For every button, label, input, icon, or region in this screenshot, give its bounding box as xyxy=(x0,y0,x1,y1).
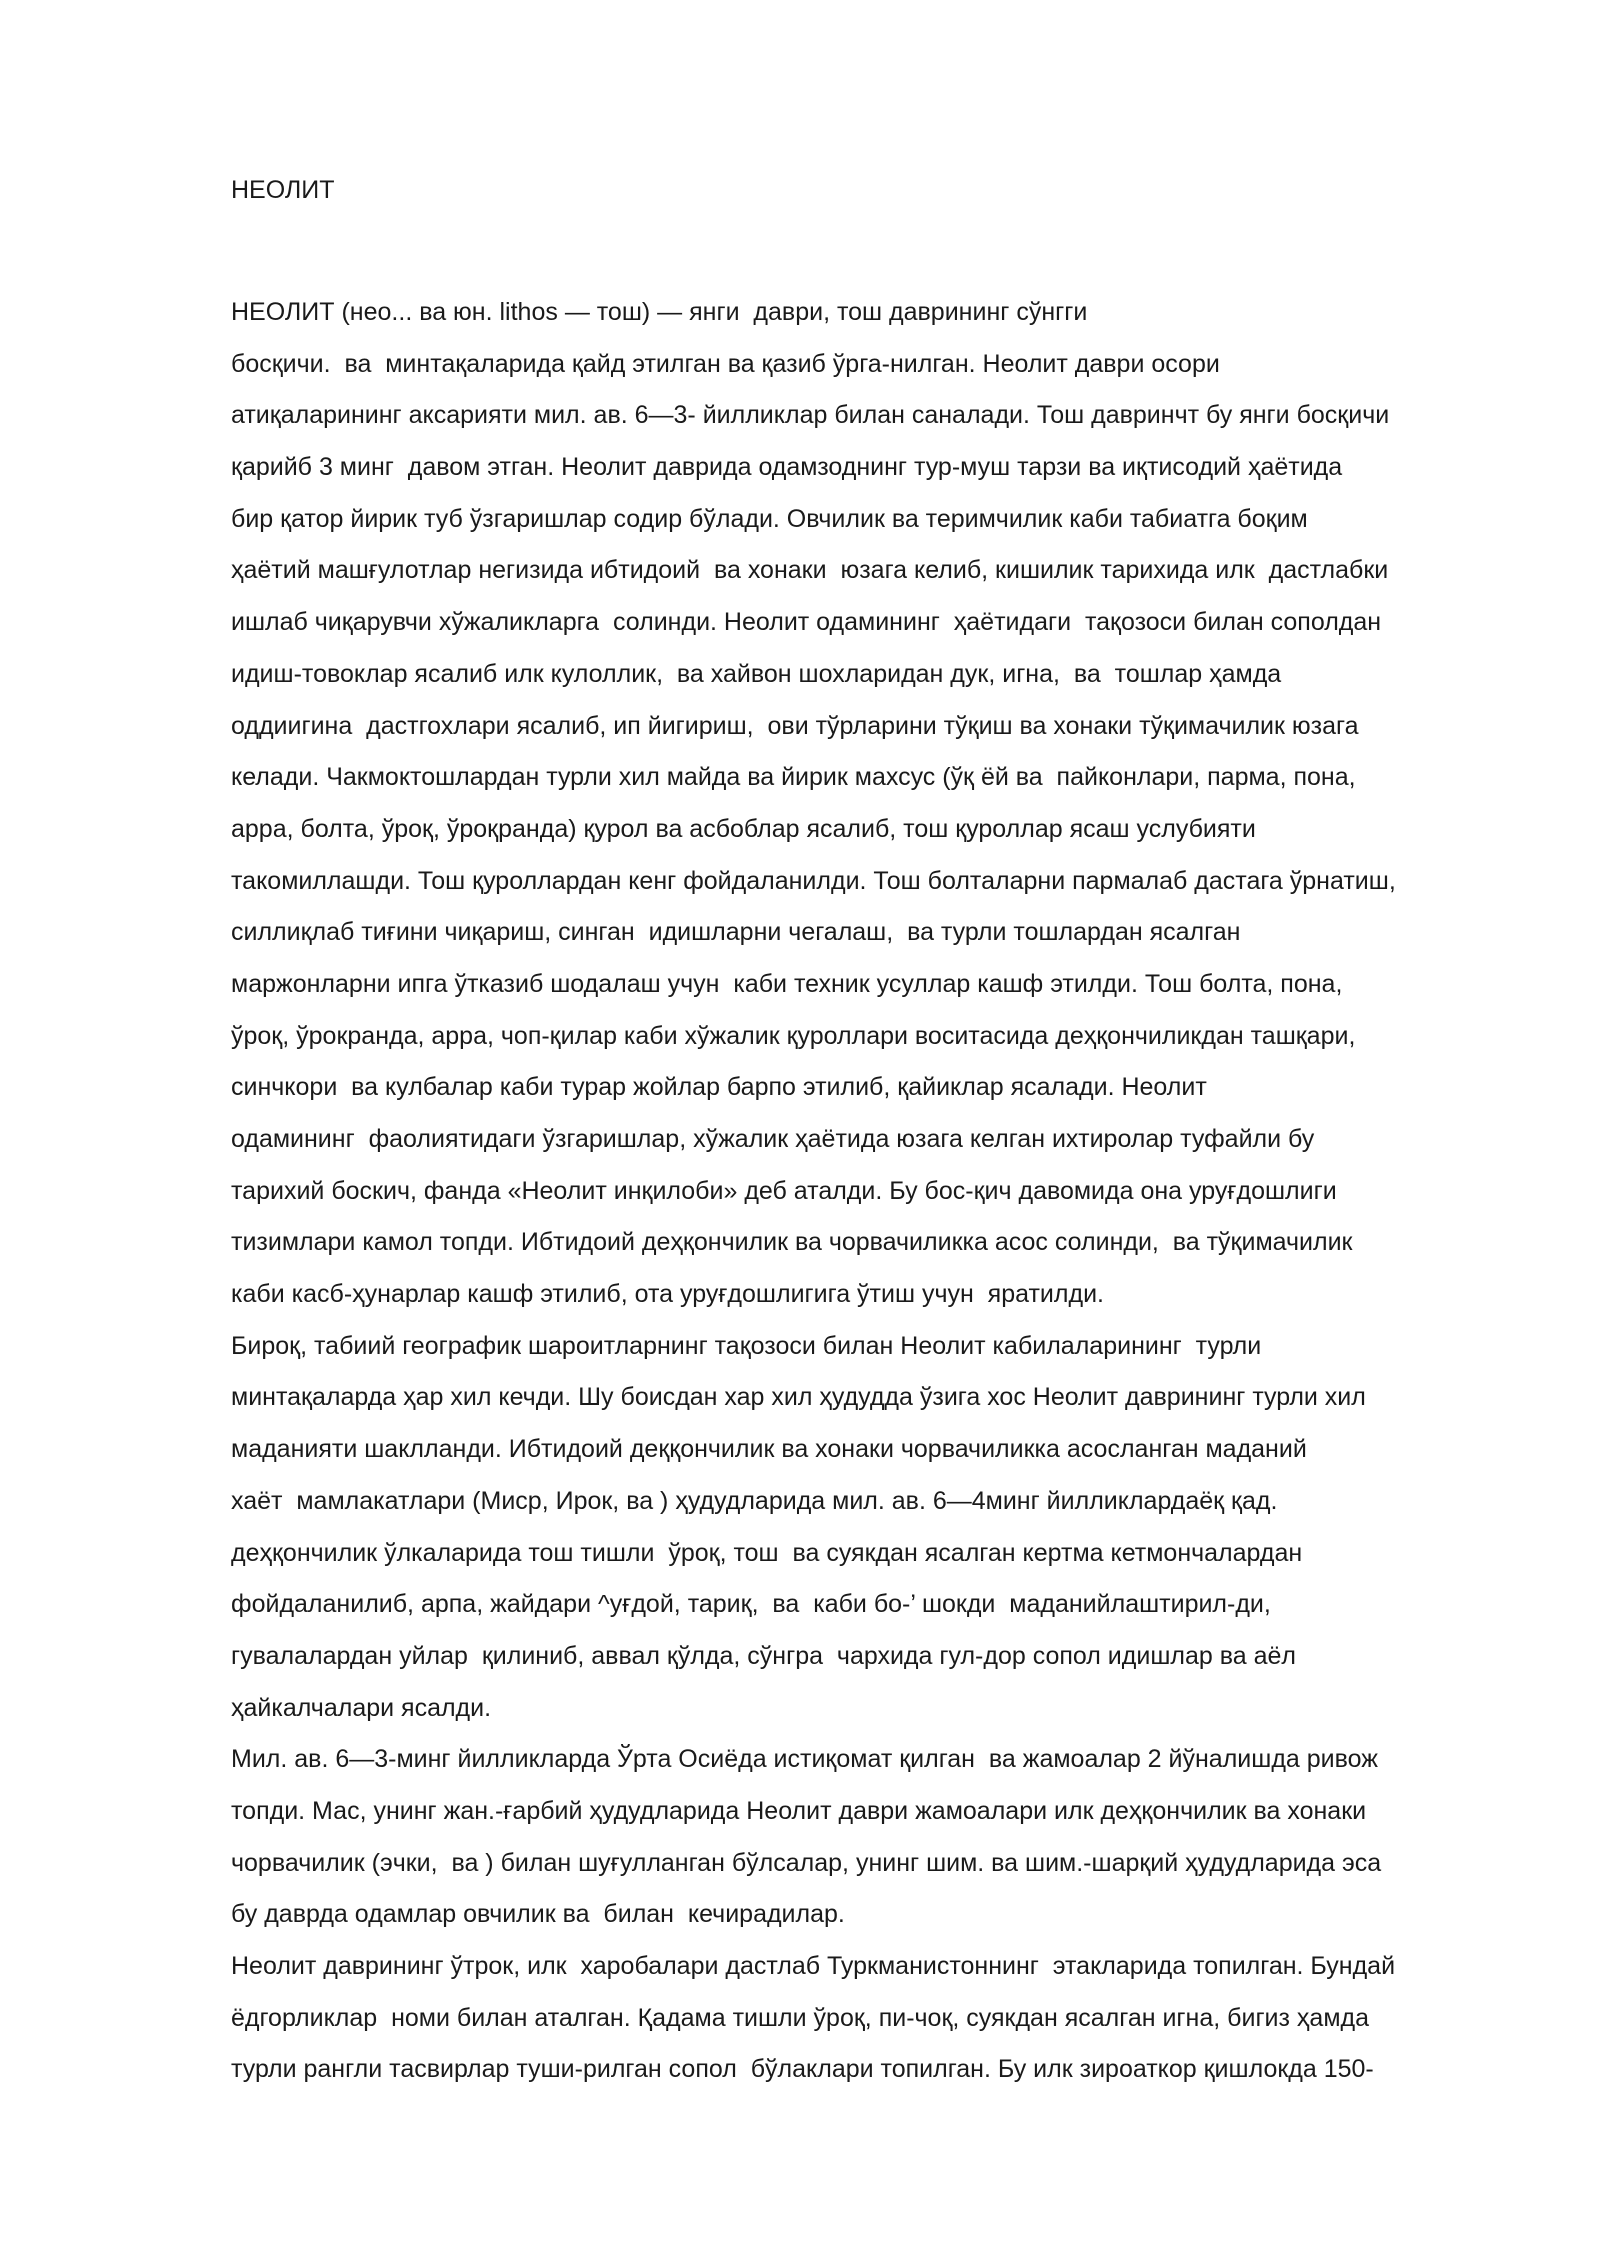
text-line: идиш-товоклар ясалиб илк кулоллик, ва хайвон шохларидан дук, игна, ва тошлар ҳамда xyxy=(231,659,1282,688)
text-line: Бироқ, табиий географик шароитларнинг тақозоси билан Неолит кабилаларининг турли xyxy=(231,1331,1262,1360)
text-line: атиқаларининг аксарияти мил. ав. 6—3- йилликлар билан саналади. Тош давринчт бу янги босқичи xyxy=(231,401,1390,430)
text-line: гувалалардан уйлар қилиниб, аввал қўлда, сўнгра чархида гул-дор сопол идишлар ва аёл xyxy=(231,1641,1296,1670)
text-line: тизимлари камол топди. Ибтидоий деҳқончилик ва чорвачиликка асос солинди, ва тўқимачилик xyxy=(231,1228,1353,1257)
document-title: НЕОЛИТ xyxy=(231,176,335,204)
text-line: фойдаланилиб, арпа, жайдари ^уғдой, тариқ, ва каби бо-’ шокди маданийлаштирил-ди, xyxy=(231,1590,1271,1619)
text-line: босқичи. ва минтақаларида қайд этилган ва қазиб ўрга-нилган. Неолит даври осори xyxy=(231,349,1220,378)
text-line: бир қатор йирик туб ўзгаришлар содир бўлади. Овчилик ва теримчилик каби табиатга боқим xyxy=(231,504,1308,533)
text-line: силлиқлаб тиғини чиқариш, синган идишларни чегалаш, ва турли тошлардан ясалган xyxy=(231,918,1241,947)
text-line: Мил. ав. 6—3-минг йилликларда Ўрта Осиёда истиқомат қилган ва жамоалар 2 йўналишда ривож xyxy=(231,1745,1378,1774)
text-line: минтақаларда ҳар хил кечди. Шу боисдан хар хил ҳудудда ўзига хос Неолит даврининг турли хил xyxy=(231,1383,1366,1412)
text-line: ҳайкалчалари ясалди. xyxy=(231,1693,492,1722)
text-line: Неолит даврининг ўтрок, илк харобалари дастлаб Туркманистоннинг этакларида топилган. Бундай xyxy=(231,1952,1396,1980)
text-line: ишлаб чиқарувчи хўжаликларга солинди. Неолит одамининг ҳаётидаги тақозоси билан сополдан xyxy=(231,608,1382,637)
text-line: хаёт мамлакатлари (Миср, Ирок, ва ) ҳудудларида мил. ав. 6—4минг йилликлардаёқ қад. xyxy=(231,1486,1278,1515)
text-line: синчкори ва кулбалар каби турар жойлар барпо этилиб, қайиклар ясалади. Неолит xyxy=(231,1073,1207,1102)
text-line: тарихий боскич, фанда «Неолит инқилоби» деб аталди. Бу бос-қич давомида она уруғдошлиги xyxy=(231,1176,1337,1205)
text-line: бу даврда одамлар овчилик ва билан кечирадилар. xyxy=(231,1900,845,1929)
text-line: келади. Чакмоктошлардан турли хил майда ва йирик махсус (ўқ ёй ва пайконлари, парма, пона, xyxy=(231,763,1356,792)
text-line: маржонларни ипга ўтказиб шодалаш учун каби техник усуллар кашф этилди. Тош болта, пона, xyxy=(231,969,1343,998)
text-line: НЕОЛИТ (нео... ва юн. lithos — тош) — янги даври, тош даврининг сўнгги xyxy=(231,298,1088,326)
text-line: турли рангли тасвирлар туши-рилган сопол бўлаклари топилган. Бу илк зироаткор қишлокда 150- xyxy=(231,2055,1374,2084)
text-line: ёдгорликлар номи билан аталган. Қадама тишли ўроқ, пи-чоқ, суякдан ясалган игна, бигиз ҳамда xyxy=(231,2003,1370,2032)
text-line: одамининг фаолиятидаги ўзгаришлар, хўжалик ҳаётида юзага келган ихтиролар туфайли бу xyxy=(231,1125,1315,1153)
text-line: ҳаётий машғулотлар негизида ибтидоий ва хонаки юзага келиб, кишилик тарихида илк дастлабки xyxy=(231,556,1389,585)
text-line: ўроқ, ўрокранда, арра, чоп-қилар каби хўжалик қуроллари воситасида деҳқончиликдан ташқари, xyxy=(231,1021,1356,1050)
text-line: такомиллашди. Тош қуроллардан кенг фойдаланилди. Тош болталарни пармалаб дастага ўрнатиш, xyxy=(231,866,1396,895)
text-line: каби касб-ҳунарлар кашф этилиб, ота уруғдошлигига ўтиш учун яратилди. xyxy=(231,1280,1104,1309)
text-line: деҳқончилик ўлкаларида тош тишли ўроқ, тош ва суякдан ясалган кертма кетмончалардан xyxy=(231,1538,1303,1567)
text-line: чорвачилик (эчки, ва ) билан шуғулланган бўлсалар, унинг шим. ва шим.-шарқий ҳудудларида эса xyxy=(231,1848,1382,1877)
text-line: топди. Мас, унинг жан.-ғарбий ҳудудларида Неолит даври жамоалари илк деҳқончилик ва хонаки xyxy=(231,1796,1367,1825)
text-line: маданияти шаклланди. Ибтидоий деққончилик ва хонаки чорвачиликка асосланган маданий xyxy=(231,1435,1307,1464)
text-line: арра, болта, ўроқ, ўроқранда) қурол ва асбоблар ясалиб, тош қуроллар ясаш услубияти xyxy=(231,814,1256,843)
text-line: оддиигина дастгохлари ясалиб, ип йигириш, ови тўрларини тўқиш ва хонаки тўқимачилик юзага xyxy=(231,711,1359,740)
text-line: қарийб 3 минг давом этган. Неолит даврида одамзоднинг тур-муш тарзи ва иқтисодий ҳаётида xyxy=(231,453,1343,482)
document-body xyxy=(231,294,1571,2103)
